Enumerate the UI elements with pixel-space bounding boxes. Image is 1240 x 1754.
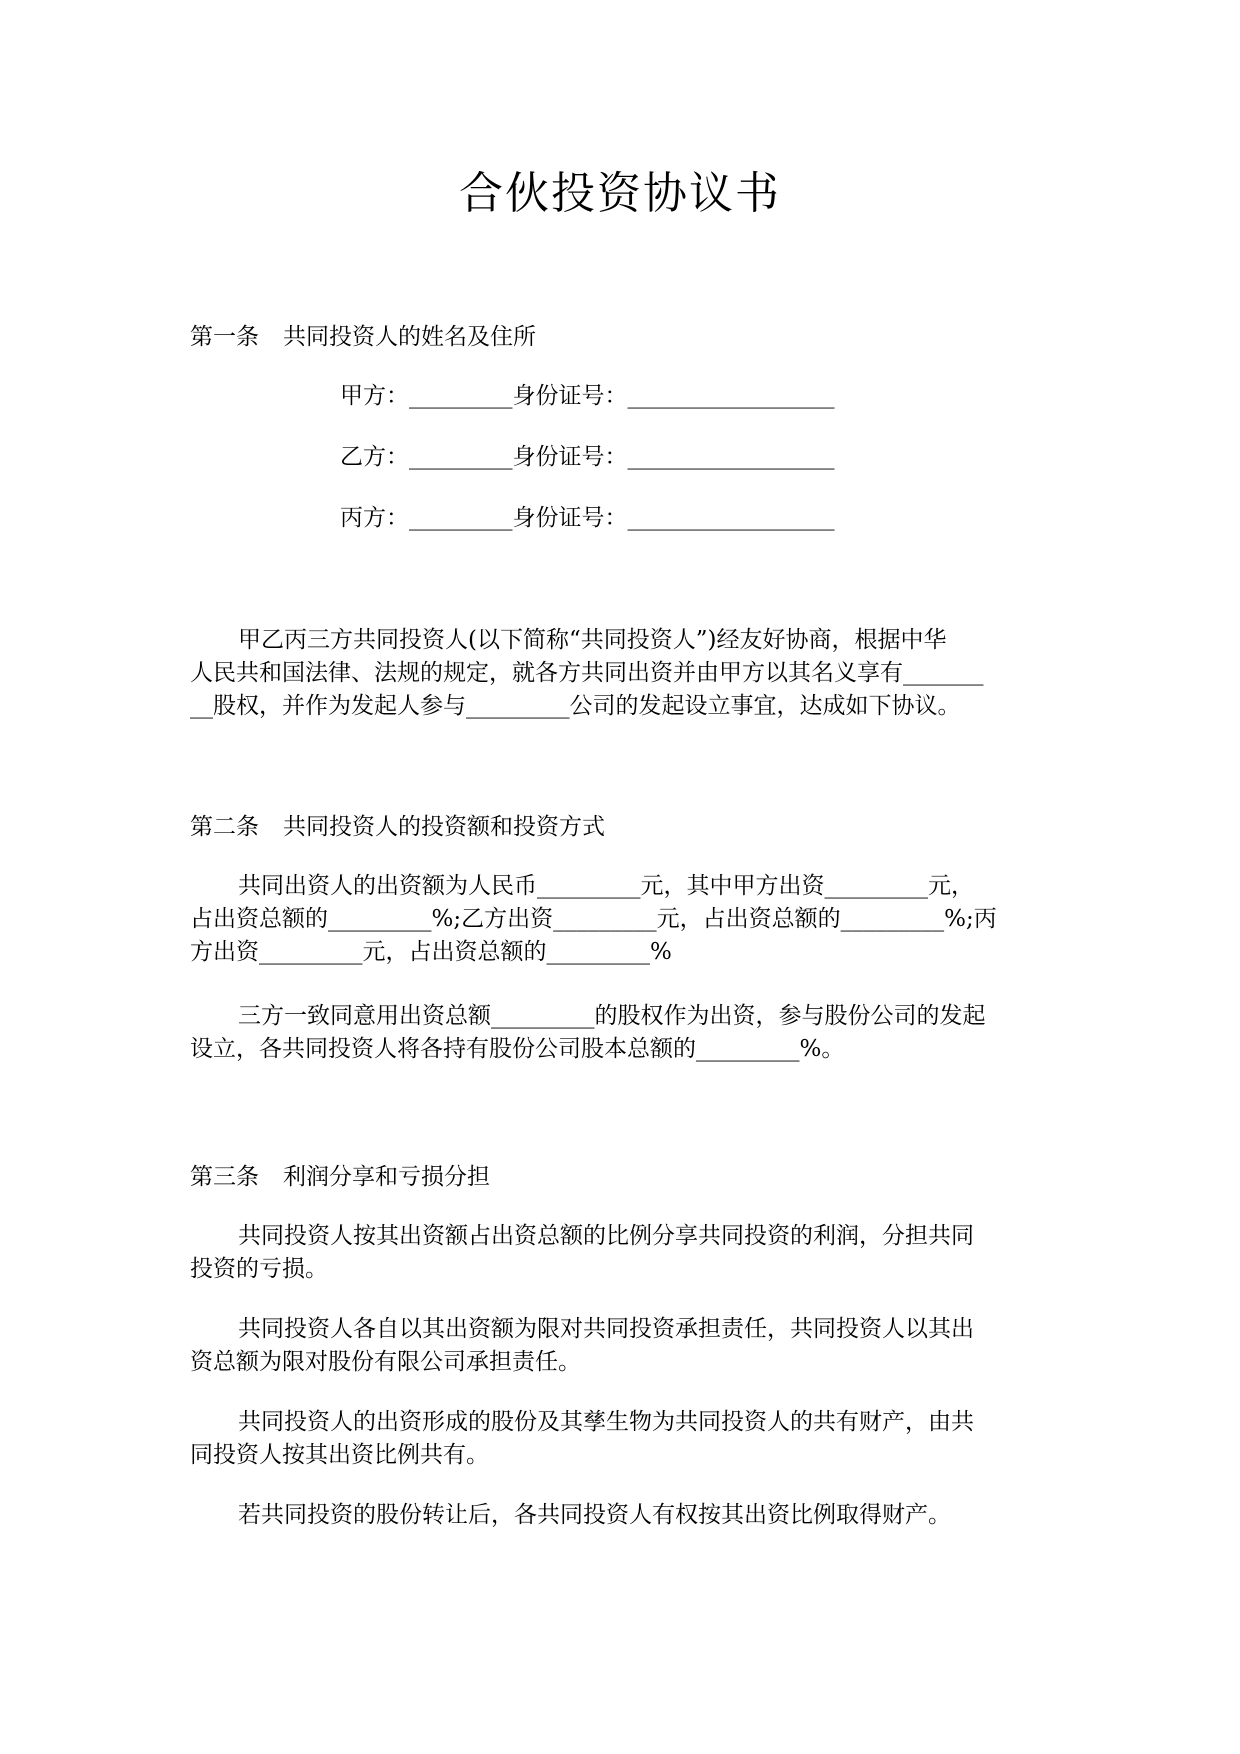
article-2-paragraph-1 (190, 870, 1056, 969)
paragraph-line: 三方一致同意用出资总额_________的股权作为出资，参与股份公司的发起 (238, 1003, 986, 1029)
article-1-number: 第一条 (190, 324, 259, 350)
paragraph-line: 共同投资人按其出资额占出资总额的比例分享共同投资的利润，分担共同 (238, 1223, 974, 1249)
article-2-paragraph-2 (190, 1000, 1056, 1066)
article-2-heading (190, 812, 605, 842)
preamble-line: 甲乙丙三方共同投资人(以下简称“共同投资人”)经友好协商，根据中华 (238, 627, 947, 653)
article-3-number: 第三条 (190, 1164, 259, 1190)
article-1-heading (190, 322, 536, 352)
paragraph-line: 若共同投资的股份转让后，各共同投资人有权按其出资比例取得财产。 (238, 1502, 951, 1528)
article-3-title: 利润分享和亏损分担 (283, 1164, 490, 1190)
article-2-title: 共同投资人的投资额和投资方式 (283, 814, 605, 840)
paragraph-line: 共同投资人的出资形成的股份及其孳生物为共同投资人的共有财产，由共 (238, 1409, 974, 1435)
party-c-line: 丙方：_________身份证号：__________________ (340, 505, 835, 531)
party-b-line: 乙方：_________身份证号：__________________ (340, 444, 835, 470)
paragraph-line: 共同投资人各自以其出资额为限对共同投资承担责任，共同投资人以其出 (238, 1316, 974, 1342)
paragraph-line: 方出资_________元，占出资总额的_________% (190, 939, 672, 965)
article-3-heading (190, 1162, 490, 1192)
article-3-paragraph-4 (190, 1499, 1056, 1532)
paragraph-line: 共同出资人的出资额为人民币_________元，其中甲方出资_________元， (238, 873, 974, 899)
article-3-paragraph-1 (190, 1220, 1056, 1286)
article-3-paragraph-2 (190, 1313, 1056, 1379)
party-a-line: 甲方：_________身份证号：__________________ (340, 383, 835, 409)
article-1-title: 共同投资人的姓名及住所 (283, 324, 536, 350)
preamble-line: __股权，并作为发起人参与_________公司的发起设立事宜，达成如下协议。 (190, 693, 961, 719)
article-2-number: 第二条 (190, 814, 259, 840)
article-3-paragraph-3 (190, 1406, 1056, 1472)
document-title: 合伙投资协议书 (459, 168, 781, 219)
paragraph-line: 同投资人按其出资比例共有。 (190, 1442, 489, 1468)
paragraph-line: 投资的亏损。 (190, 1256, 328, 1282)
preamble-paragraph (190, 624, 1056, 723)
paragraph-line: 资总额为限对股份有限公司承担责任。 (190, 1349, 581, 1375)
paragraph-line: 占出资总额的_________%;乙方出资_________元，占出资总额的_________%;丙 (190, 906, 997, 932)
paragraph-line: 设立，各共同投资人将各持有股份公司股本总额的_________%。 (190, 1036, 845, 1062)
preamble-line: 人民共和国法律、法规的规定，就各方共同出资并由甲方以其名义享有_______ (190, 660, 984, 686)
